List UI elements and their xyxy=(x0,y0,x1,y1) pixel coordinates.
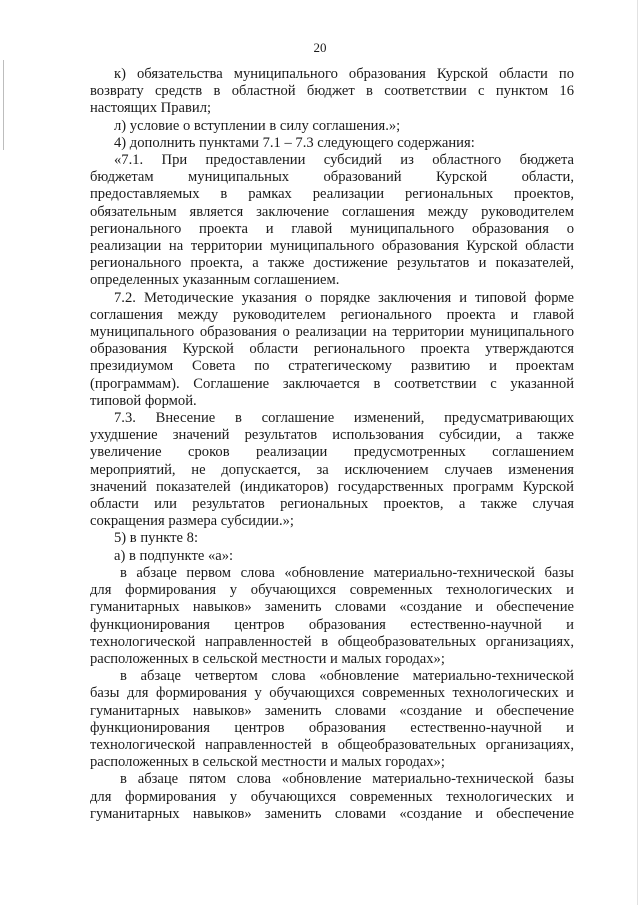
document-line: для формирования у обучающихся современных технологических и xyxy=(90,788,574,805)
document-line: расположенных в сельской местности и малых городах»; xyxy=(90,754,445,771)
document-line: настоящих Правил; xyxy=(90,100,212,117)
document-line: значений показателей (индикаторов) государственных программ Курской xyxy=(90,478,574,495)
document-line: ухудшение значений результатов использования субсидии, а также xyxy=(90,427,574,444)
document-line: 7.3. Внесение в соглашение изменений, предусматривающих xyxy=(114,410,574,427)
document-line: гуманитарных навыков» заменить словами «создание и обеспечение xyxy=(90,702,574,719)
document-line: технологической направленностей в общеобразовательных организациях, xyxy=(90,633,574,650)
document-line: (программам). Соглашение заключается в соответствии с указанной xyxy=(90,375,574,392)
document-line: технологической направленностей в общеобразовательных организациях, xyxy=(90,736,574,753)
document-line: области или результатов региональных проектов, а также случая xyxy=(90,496,574,513)
document-line: бюджетам муниципальных образований Курской области, xyxy=(90,169,574,186)
document-line: гуманитарных навыков» заменить словами «создание и обеспечение xyxy=(90,599,574,616)
document-line: гуманитарных навыков» заменить словами «создание и обеспечение xyxy=(90,805,574,822)
document-line: реализации на территории муниципального образования Курской области xyxy=(90,238,574,255)
document-line: предоставляемых в рамках реализации региональных проектов, xyxy=(90,186,574,203)
document-body xyxy=(90,66,574,823)
document-line: к) обязательства муниципального образования Курской области по xyxy=(114,66,574,82)
document-line: в абзаце четвертом слова «обновление материально-технической xyxy=(120,668,574,685)
document-line: регионального проекта и главой муниципального образования о xyxy=(90,220,574,237)
document-line: базы для формирования у обучающихся современных технологических и xyxy=(90,685,574,702)
document-line: соглашения между руководителем регионального проекта и главой xyxy=(90,306,574,323)
page-number: 20 xyxy=(313,40,327,55)
document-line: образования Курской области регионального проекта утверждаются xyxy=(90,341,574,358)
document-line: 4) дополнить пунктами 7.1 – 7.3 следующего содержания: xyxy=(114,134,475,151)
document-line: мероприятий, не допускается, за исключением случаев изменения xyxy=(90,461,574,478)
document-line: определенных указанным соглашением. xyxy=(90,272,340,289)
document-line: функционирования центров образования естественно-научной и xyxy=(90,616,574,633)
document-line: регионального проекта, а также достижение результатов и показателей, xyxy=(90,255,574,272)
document-line: в абзаце пятом слова «обновление материально-технической базы xyxy=(120,771,574,788)
document-line: функционирования центров образования естественно-научной и xyxy=(90,719,574,736)
document-line: 5) в пункте 8: xyxy=(114,530,199,547)
document-line: муниципального образования о реализации на территории муниципального xyxy=(90,324,574,341)
document-line: увеличение сроков реализации предусмотренных соглашением xyxy=(90,444,574,461)
document-line: расположенных в сельской местности и малых городах»; xyxy=(90,650,445,667)
document-line: в абзаце первом слова «обновление материально-технической базы xyxy=(120,564,574,581)
document-line: президиумом Совета по стратегическому развитию и проектам xyxy=(90,358,574,375)
document-line: «7.1. При предоставлении субсидий из областного бюджета xyxy=(114,152,574,169)
document-line: для формирования у обучающихся современных технологических и xyxy=(90,582,574,599)
document-line: обязательным является заключение соглашения между руководителем xyxy=(90,203,574,220)
scan-edge-left xyxy=(3,60,4,150)
scan-edge-right xyxy=(637,0,638,905)
document-line: а) в подпункте «а»: xyxy=(114,547,234,564)
document-line: типовой формой. xyxy=(90,392,197,409)
document-line: возврату средств в областной бюджет в соответствии с пунктом 16 xyxy=(90,83,574,100)
document-line: 7.2. Методические указания о порядке заключения и типовой форме xyxy=(114,289,574,306)
document-line: сокращения размера субсидии.»; xyxy=(90,513,294,530)
document-line: л) условие о вступлении в силу соглашения.»; xyxy=(114,117,401,134)
